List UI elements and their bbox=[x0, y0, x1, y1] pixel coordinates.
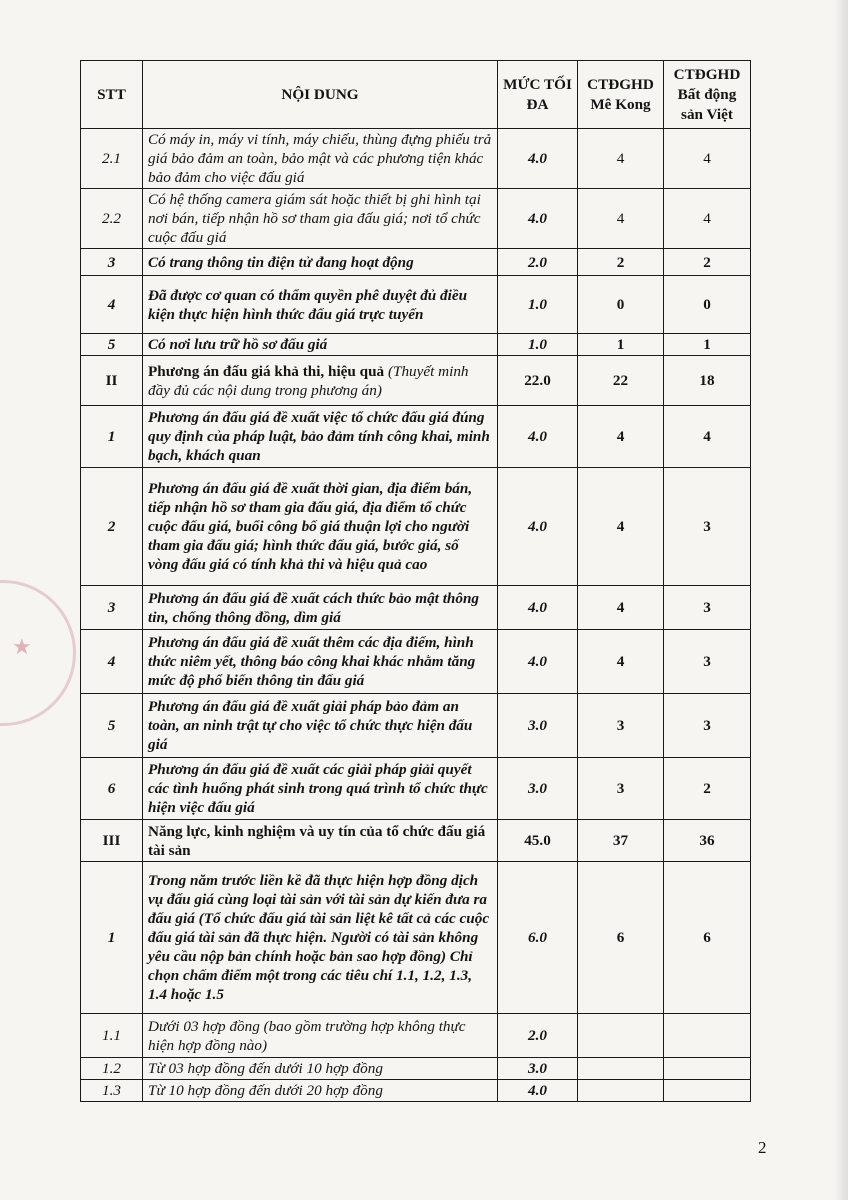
row-score-bds-viet: 0 bbox=[664, 276, 751, 334]
table-row bbox=[81, 630, 751, 694]
row-score-bds-viet: 3 bbox=[664, 468, 751, 586]
row-stt: 1.3 bbox=[81, 1080, 143, 1102]
header-max-score: MỨC TỐI ĐA bbox=[498, 61, 578, 129]
row-stt: 1.1 bbox=[81, 1014, 143, 1058]
row-score-bds-viet bbox=[664, 1014, 751, 1058]
row-content: Có hệ thống camera giám sát hoặc thiết bị ghi hình tại nơi bán, tiếp nhận hồ sơ tham gia đấu giá; nơi tổ chức cuộc đấu giá bbox=[143, 189, 498, 249]
row-max-score: 4.0 bbox=[498, 189, 578, 249]
row-score-bds-viet: 3 bbox=[664, 586, 751, 630]
row-max-score: 2.0 bbox=[498, 249, 578, 276]
header-stt: STT bbox=[81, 61, 143, 129]
row-stt: 2.1 bbox=[81, 129, 143, 189]
row-content: Có nơi lưu trữ hồ sơ đấu giá bbox=[143, 334, 498, 356]
row-max-score: 3.0 bbox=[498, 758, 578, 820]
row-content: Có máy in, máy vi tính, máy chiếu, thùng đựng phiếu trả giá bảo đảm an toàn, bảo mật và các phương tiện khác bảo đảm cho việc đấu giá bbox=[143, 129, 498, 189]
row-content: Phương án đấu giá đề xuất cách thức bảo mật thông tin, chống thông đồng, dìm giá bbox=[143, 586, 498, 630]
page-number: 2 bbox=[758, 1138, 767, 1157]
table-row bbox=[81, 189, 751, 249]
table-row bbox=[81, 129, 751, 189]
row-max-score: 1.0 bbox=[498, 334, 578, 356]
row-stt: III bbox=[81, 820, 143, 862]
row-content bbox=[143, 356, 498, 406]
row-stt: 3 bbox=[81, 249, 143, 276]
row-score-mekong: 1 bbox=[578, 334, 664, 356]
row-stt: 5 bbox=[81, 694, 143, 758]
row-content: Phương án đấu giá đề xuất thời gian, địa điểm bán, tiếp nhận hồ sơ tham gia đấu giá, địa điểm tổ chức cuộc đấu giá, buổi công bố giá thuận lợi cho người tham gia đấu giá; hình thức đấu giá, bước giá, số vòng đấu giá có tính khả thi và hiệu quả cao bbox=[143, 468, 498, 586]
row-score-bds-viet: 4 bbox=[664, 406, 751, 468]
row-stt: 1.2 bbox=[81, 1058, 143, 1080]
row-score-mekong: 4 bbox=[578, 468, 664, 586]
row-stt: 2 bbox=[81, 468, 143, 586]
table-row bbox=[81, 406, 751, 468]
row-score-mekong: 4 bbox=[578, 189, 664, 249]
row-score-bds-viet: 3 bbox=[664, 694, 751, 758]
table-row bbox=[81, 694, 751, 758]
row-stt: 4 bbox=[81, 276, 143, 334]
row-score-mekong: 0 bbox=[578, 276, 664, 334]
table-row bbox=[81, 586, 751, 630]
header-org-bds-viet: CTĐGHD Bất động sản Việt bbox=[664, 61, 751, 129]
row-max-score: 4.0 bbox=[498, 406, 578, 468]
row-score-bds-viet: 2 bbox=[664, 249, 751, 276]
row-content: Từ 10 hợp đồng đến dưới 20 hợp đồng bbox=[143, 1080, 498, 1102]
row-max-score: 3.0 bbox=[498, 694, 578, 758]
row-max-score: 1.0 bbox=[498, 276, 578, 334]
row-score-bds-viet: 18 bbox=[664, 356, 751, 406]
table-row bbox=[81, 1080, 751, 1102]
row-score-mekong: 6 bbox=[578, 862, 664, 1014]
page-edge-shadow bbox=[834, 0, 848, 1200]
table-row bbox=[81, 1014, 751, 1058]
row-content: Phương án đấu giá đề xuất thêm các địa điểm, hình thức niêm yết, thông báo công khai khác nhằm tăng mức độ phổ biến thông tin đấu giá bbox=[143, 630, 498, 694]
row-score-mekong: 2 bbox=[578, 249, 664, 276]
row-max-score: 45.0 bbox=[498, 820, 578, 862]
table-row-section bbox=[81, 820, 751, 862]
row-content: Dưới 03 hợp đồng (bao gồm trường hợp không thực hiện hợp đồng nào) bbox=[143, 1014, 498, 1058]
row-max-score: 6.0 bbox=[498, 862, 578, 1014]
row-score-bds-viet: 4 bbox=[664, 189, 751, 249]
row-content: Đã được cơ quan có thẩm quyền phê duyệt đủ điều kiện thực hiện hình thức đấu giá trực tuyến bbox=[143, 276, 498, 334]
table-row bbox=[81, 276, 751, 334]
row-content: Có trang thông tin điện tử đang hoạt động bbox=[143, 249, 498, 276]
row-max-score: 4.0 bbox=[498, 468, 578, 586]
row-stt: II bbox=[81, 356, 143, 406]
row-content: Phương án đấu giá đề xuất các giải pháp giải quyết các tình huống phát sinh trong quá trình tổ chức thực hiện việc đấu giá bbox=[143, 758, 498, 820]
row-stt: 1 bbox=[81, 862, 143, 1014]
row-stt: 3 bbox=[81, 586, 143, 630]
evaluation-table bbox=[80, 60, 751, 1102]
row-max-score: 4.0 bbox=[498, 129, 578, 189]
row-score-bds-viet bbox=[664, 1058, 751, 1080]
row-content: Năng lực, kinh nghiệm và uy tín của tổ chức đấu giá tài sản bbox=[143, 820, 498, 862]
table-row bbox=[81, 862, 751, 1014]
row-content: Phương án đấu giá đề xuất việc tổ chức đấu giá đúng quy định của pháp luật, bảo đảm tính công khai, minh bạch, khách quan bbox=[143, 406, 498, 468]
row-score-mekong: 3 bbox=[578, 694, 664, 758]
row-stt: 6 bbox=[81, 758, 143, 820]
row-max-score: 4.0 bbox=[498, 586, 578, 630]
row-content: Trong năm trước liền kề đã thực hiện hợp đồng dịch vụ đấu giá cùng loại tài sản với tài sản dự kiến đưa ra đấu giá (Tổ chức đấu giá tài sản liệt kê tất cả các cuộc đấu giá tài sản đã thực hiện. Người có tài sản không yêu cầu nộp bản chính hoặc bản sao hợp đồng) Chỉ chọn chấm điểm một trong các tiêu chí 1.1, 1.2, 1.3, 1.4 hoặc 1.5 bbox=[143, 862, 498, 1014]
row-score-mekong: 4 bbox=[578, 630, 664, 694]
row-max-score: 4.0 bbox=[498, 630, 578, 694]
row-score-bds-viet bbox=[664, 1080, 751, 1102]
row-max-score: 22.0 bbox=[498, 356, 578, 406]
row-stt: 2.2 bbox=[81, 189, 143, 249]
row-max-score: 4.0 bbox=[498, 1080, 578, 1102]
table-header-row bbox=[81, 61, 751, 129]
star-icon: ★ bbox=[12, 634, 32, 659]
row-score-mekong bbox=[578, 1014, 664, 1058]
row-stt: 1 bbox=[81, 406, 143, 468]
section-note: (Thuyết minh đầy đủ các nội dung trong phương án) bbox=[148, 362, 469, 399]
table-row bbox=[81, 249, 751, 276]
row-max-score: 2.0 bbox=[498, 1014, 578, 1058]
section-title: Phương án đấu giá khả thi, hiệu quả bbox=[148, 362, 385, 380]
row-score-bds-viet: 2 bbox=[664, 758, 751, 820]
row-content: Từ 03 hợp đồng đến dưới 10 hợp đồng bbox=[143, 1058, 498, 1080]
row-score-mekong: 4 bbox=[578, 586, 664, 630]
table-row bbox=[81, 1058, 751, 1080]
header-org-mekong: CTĐGHD Mê Kong bbox=[578, 61, 664, 129]
row-score-mekong bbox=[578, 1080, 664, 1102]
row-stt: 4 bbox=[81, 630, 143, 694]
row-score-mekong: 22 bbox=[578, 356, 664, 406]
table-row-section bbox=[81, 356, 751, 406]
row-score-bds-viet: 36 bbox=[664, 820, 751, 862]
row-score-mekong: 37 bbox=[578, 820, 664, 862]
row-score-bds-viet: 6 bbox=[664, 862, 751, 1014]
row-score-bds-viet: 1 bbox=[664, 334, 751, 356]
table-row bbox=[81, 758, 751, 820]
row-max-score: 3.0 bbox=[498, 1058, 578, 1080]
row-stt: 5 bbox=[81, 334, 143, 356]
table-row bbox=[81, 334, 751, 356]
row-score-mekong bbox=[578, 1058, 664, 1080]
header-content: NỘI DUNG bbox=[143, 61, 498, 129]
row-score-mekong: 3 bbox=[578, 758, 664, 820]
row-score-bds-viet: 4 bbox=[664, 129, 751, 189]
row-score-mekong: 4 bbox=[578, 129, 664, 189]
row-score-mekong: 4 bbox=[578, 406, 664, 468]
row-content: Phương án đấu giá đề xuất giải pháp bảo đảm an toàn, an ninh trật tự cho việc tổ chức thực hiện đấu giá bbox=[143, 694, 498, 758]
table-row bbox=[81, 468, 751, 586]
row-score-bds-viet: 3 bbox=[664, 630, 751, 694]
